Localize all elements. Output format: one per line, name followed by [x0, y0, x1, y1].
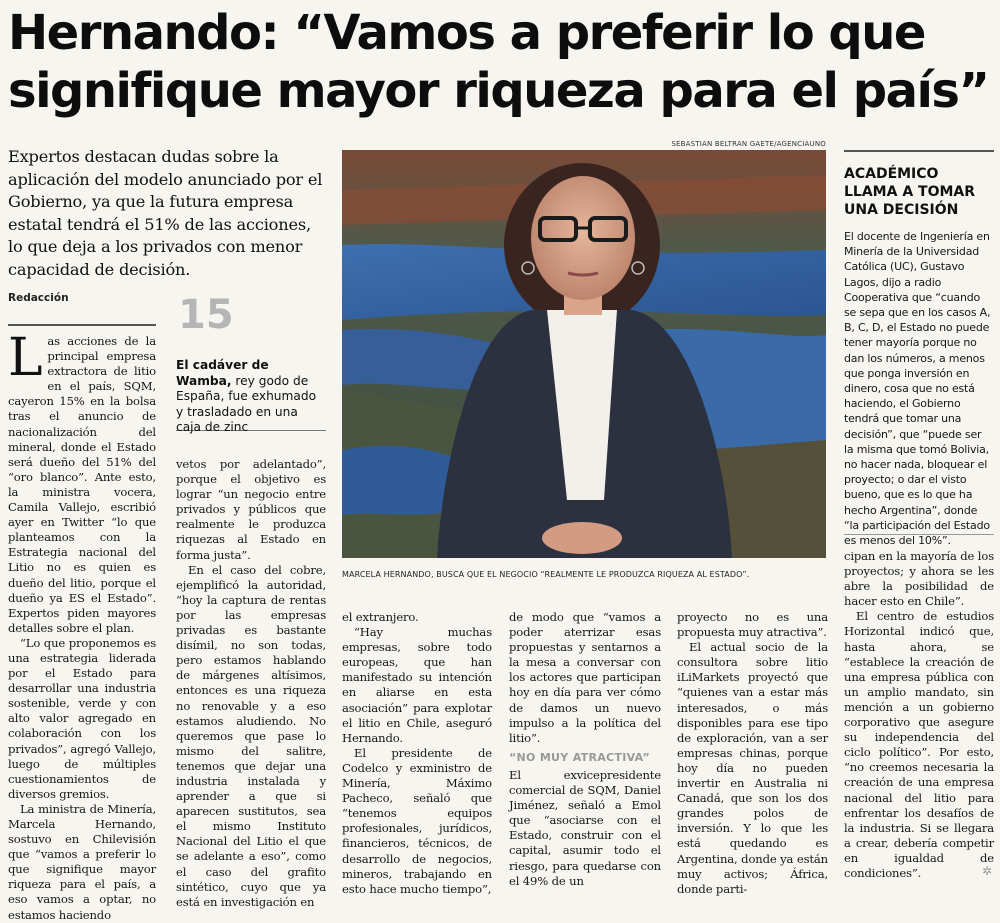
- article-column-2: [176, 457, 326, 909]
- col5-paragraph-2: El actual socio de la consultora sobre litio iLiMarkets proyectó que “quienes van a estar más interesados, o más disponibles para ese tipo de exploración, van a ser empresas chinas, porque hoy día no pueden invertir en Australia ni Canadá, que son los dos grandes polos de inversión. Y lo que les está quedando es Argentina, donde ya están muy activos; África, donde parti-: [677, 640, 828, 896]
- col1-paragraph-3: La ministra de Minería, Marcela Hernando, sostuvo en Chilevisión que “vamos a preferir lo que signifique mayor riqueza para el país, a eso vamos a optar, no estamos haciendo: [8, 801, 156, 922]
- col1-paragraph-2: “Lo que proponemos es una estrategia liderada por el Estado para desarrollar una industria sostenible, verde y con alto valor agregado en colaboración con los privados”, agregó Vallejo, luego de múltiples cuestionamientos de diversos gremios.: [8, 635, 156, 801]
- article-column-3: [342, 610, 492, 896]
- col4-paragraph-2: El exvicepresidente comercial de SQM, Daniel Jiménez, señaló a Emol que “asociarse con el Estado, construir con el capital, asumir todo el riesgo, para quedarse con el 49% de un: [509, 767, 661, 888]
- article-column-4: [509, 610, 661, 888]
- article-column-6: [844, 549, 994, 880]
- sidebar-box-body: El docente de Ingeniería en Minería de la Universidad Católica (UC), Gustavo Lagos, dijo a radio Cooperativa que “cuando se sepa que en los casos A, B, C, D, el Estado no puede tener mayoría porque no dan los números, a menos que ponga inversión en dinero, cosa que no está haciendo, el Gobierno tendrá que tomar una decisión”, que “puede ser la misma que tomó Bolivia, no hacer nada, bloquear el proyecto; o dar el visto bueno, que es lo que ha hecho Argentina”, donde “la participación del Estado es menos del 10%”.: [844, 230, 991, 548]
- col2-paragraph-1: vetos por adelantado”, porque el objetivo es lograr “un negocio entre privados y públicos que realmente le produzca riquezas al Estado en forma justa”.: [176, 457, 326, 562]
- side-fact-number: 15: [178, 292, 234, 338]
- article-column-1: [8, 328, 156, 922]
- headline-line-1: Hernando: “Vamos a preferir lo que: [8, 5, 925, 61]
- col5-paragraph-1: proyecto no es una propuesta muy atractiva”.: [677, 610, 828, 640]
- rule-col1: [8, 324, 156, 326]
- col4-paragraph-1: de modo que “vamos a poder aterrizar esas propuestas y sentarnos a la mesa a conversar con los actores que participan hoy en día para ver cómo de damos un nuevo impulso a la política del litio”.: [509, 610, 661, 745]
- rule-box: [844, 150, 994, 152]
- headline-line-2: signifique mayor riqueza para el país”: [8, 63, 989, 119]
- headline: [8, 4, 993, 120]
- col2-paragraph-2: En el caso del cobre, ejemplificó la autoridad, “hoy la captura de rentas por las empresas privadas es bastante disímil, no son todas, pero estamos hablando de márgenes altísimos, entonces es una riqueza no renovable y a eso estamos aludiendo. No queremos que pase lo mismo del salitre, tenemos que dejar una industria instalada y aprender a que si aparecen sustitutos, sea el mismo Instituto Nacional del Litio el que se adelante a eso”, como el caso del grafito sintético, cuyo que ya está en investigación en: [176, 562, 326, 909]
- col3-paragraph-3: El presidente de Codelco y exministro de Minería, Máximo Pacheco, señaló que “tenemos equipos profesionales, jurídicos, financieros, técnicos, de desarrollo de negocios, mineros, trabajando en esto hace mucho tiempo”,: [342, 745, 492, 896]
- photo-caption: MARCELA HERNANDO, BUSCA QUE EL NEGOCIO “REALMENTE LE PRODUZCA RIQUEZA AL ESTADO”.: [342, 570, 750, 579]
- col3-paragraph-1: el extranjero.: [342, 610, 419, 624]
- side-fact-text: rey godo de España, fue exhumado y trasladado en una caja de zinc: [176, 373, 317, 434]
- photo-marcela-hernando: [342, 150, 826, 558]
- col6-paragraph-2: El centro de estudios Horizontal indicó que, hasta ahora, se “establece la creación de una empresa pública con un amplio mandato, sin mención a un gobierno corporativo que asegure su independencia del ciclo político”. Por esto, “no creemos necesaria la creación de una empresa nacional del litio para enfrentar los desafíos de la industria. Si se llegara a crear, debería competir en igualdad de condiciones”.: [844, 609, 994, 880]
- drop-cap: L: [8, 328, 43, 388]
- side-fact: [176, 358, 326, 436]
- side-fact-bold: El cadáver de Wamba,: [176, 358, 269, 388]
- byline: Redacción: [8, 292, 69, 304]
- col1-paragraph-1: as acciones de la principal empresa extractora de litio en el país, SQM, cayeron 15% en la bolsa tras el anuncio de nacionalización del mineral, donde el Estado será dueño del 51% del “oro blanco”. Ante esto, la ministra vocera, Camila Vallejo, escribió ayer en Twitter “lo que planteamos con la Estrategia nacional del Litio no es quien es dueño del litio, porque el dueño ya ES el Estado”. Expertos piden mayores detalles sobre el plan.: [8, 334, 156, 635]
- corner-star-icon: ✲: [981, 864, 992, 878]
- sidebar-box-title: ACADÉMICO LLAMA A TOMAR UNA DECISIÓN: [844, 166, 976, 218]
- col3-paragraph-2: “Hay muchas empresas, sobre todo europeas, que han manifestado su intención en aliarse en esta asociación” para explotar el litio en Chile, aseguró Hernando.: [342, 625, 492, 745]
- article-column-5: [677, 610, 828, 896]
- col6-paragraph-1: cipan en la mayoría de los proyectos; y ahora se les abre la posibilidad de hacer esto en Chile”.: [844, 549, 994, 609]
- photo-credit: SEBASTIAN BELTRAN GAETE/AGENCIAUNO: [671, 140, 826, 148]
- deck-subtitle: Expertos destacan dudas sobre la aplicación del modelo anunciado por el Gobierno, ya que la futura empresa estatal tendrá el 51% de las acciones, lo que deja a los privados con menor capacidad de decisión.: [8, 147, 323, 279]
- section-subhead: “NO MUY ATRACTIVA”: [509, 750, 651, 764]
